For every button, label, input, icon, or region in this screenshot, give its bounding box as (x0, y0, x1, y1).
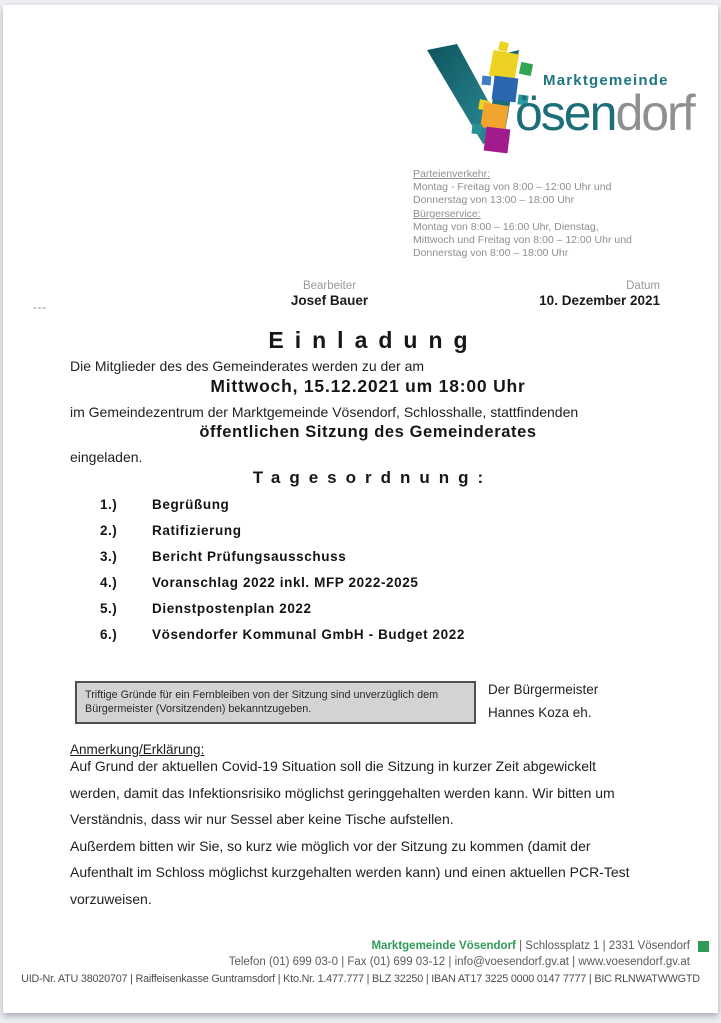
invitation-intro: Die Mitglieder des des Gemeinderates werden zu der am (70, 358, 425, 374)
footer-bank-line: UID-Nr. ATU 38020707 | Raiffeisenkasse Guntramsdorf | Kto.Nr. 1.477.777 | BLZ 32250 | IBAN AT17 3225 0000 0147 7777 | BIC RLNWATWWGTD (21, 973, 700, 985)
agenda-item-number: 4.) (100, 575, 118, 590)
agenda-item-text: Ratifizierung (152, 523, 242, 538)
office-hours-line: Montag - Freitag von 8:00 – 12:00 Uhr und (413, 181, 612, 194)
agenda-list (100, 497, 620, 653)
remarks-heading: Anmerkung/Erklärung: (70, 742, 205, 757)
bearbeiter-label: Bearbeiter (302, 280, 357, 292)
margin-mark: --- (33, 302, 47, 314)
office-hours-line: Donnerstag von 13:00 – 18:00 Uhr (413, 194, 575, 207)
agenda-item (100, 601, 620, 627)
remarks-line: werden, damit das Infektionsrisiko möglichst geringgehalten werden kann. Wir bitten um (70, 784, 615, 801)
agenda-item (100, 497, 620, 523)
agenda-item-text: Begrüßung (152, 497, 230, 512)
agenda-item-number: 5.) (100, 601, 118, 616)
logo-mosaic-square (472, 124, 483, 135)
footer-address-rest: | Schlossplatz 1 | 2331 Vösendorf (515, 940, 690, 952)
office-hours-line: Mittwoch und Freitag von 8:00 – 12:00 Uhr und (413, 234, 632, 247)
footer-green-square-icon (698, 941, 709, 952)
office-hours-block (413, 168, 713, 260)
footer-address-line (90, 940, 690, 952)
notice-box (75, 681, 476, 724)
bearbeiter-value: Josef Bauer (290, 293, 369, 308)
remarks-line: vorzuweisen. (70, 890, 152, 907)
signature-name: Hannes Koza eh. (488, 705, 592, 720)
voesendorf-logo (427, 40, 719, 158)
office-hours-line: Donnerstag von 8:00 – 18:00 Uhr (413, 247, 569, 260)
signature-block (488, 678, 598, 724)
logo-voesendorf-text: ösendorf (515, 85, 694, 141)
bearbeiter-block (247, 280, 412, 308)
agenda-item-text: Voranschlag 2022 inkl. MFP 2022-2025 (152, 575, 419, 590)
agenda-item-text: Vösendorfer Kommunal GmbH - Budget 2022 (152, 627, 465, 642)
datum-label: Datum (626, 280, 660, 292)
agenda-item-text: Dienstpostenplan 2022 (152, 601, 312, 616)
remarks-line: Außerdem bitten wir Sie, so kurz wie möglich vor der Sitzung zu kommen (damit der (70, 837, 591, 854)
invitation-location: im Gemeindezentrum der Marktgemeinde Vösendorf, Schlosshalle, stattfindenden (70, 404, 579, 420)
office-hours-line: Montag von 8:00 – 16:00 Uhr, Dienstag, (413, 220, 599, 233)
agenda-title: Tagesordnung: (252, 468, 493, 487)
footer-brand-text: Marktgemeinde Vösendorf (371, 940, 516, 952)
agenda-item-number: 3.) (100, 549, 118, 564)
invitation-session: öffentlichen Sitzung des Gemeinderates (199, 423, 537, 441)
footer-contact-line: Telefon (01) 699 03-0 | Fax (01) 699 03-12 | info@voesendorf.gv.at | www.voesendorf.gv.at (228, 956, 690, 968)
agenda-item-number: 6.) (100, 627, 118, 642)
agenda-item-number: 2.) (100, 523, 118, 538)
agenda-item-number: 1.) (100, 497, 118, 512)
document-page (3, 5, 718, 1013)
parteienverkehr-lines (413, 181, 713, 207)
agenda-item-text: Bericht Prüfungsausschuss (152, 549, 347, 564)
logo-mosaic-square (484, 127, 511, 154)
agenda-item (100, 523, 620, 549)
logo-mosaic-square (482, 76, 492, 86)
remarks-line: Auf Grund der aktuellen Covid-19 Situation soll die Sitzung in kurzer Zeit abgewickelt (70, 758, 597, 774)
datum-block (440, 280, 660, 308)
signature-role: Der Bürgermeister (488, 682, 599, 697)
logo-mosaic-square (480, 102, 509, 131)
logo-marktgemeinde-text: Marktgemeinde (543, 72, 669, 89)
datum-value: 10. Dezember 2021 (539, 293, 660, 308)
notice-box-line: Bürgermeister (Vorsitzenden) bekanntzugeben. (85, 703, 312, 715)
notice-box-line: Triftige Gründe für ein Fernbleiben von der Sitzung sind unverzüglich dem (85, 689, 439, 701)
remarks-paragraph (70, 758, 680, 917)
buergerservice-heading: Bürgerservice: (413, 207, 481, 220)
remarks-line: Aufenthalt im Schloss möglichst kurzgehalten werden kann) und einen aktuellen PCR-Test (70, 864, 630, 880)
remarks-line: Verständnis, dass wir nur Sessel aber keine Tische aufstellen. (70, 811, 454, 827)
invitation-outro: eingeladen. (70, 449, 143, 465)
agenda-item (100, 627, 620, 653)
invitation-datetime: Mittwoch, 15.12.2021 um 18:00 Uhr (210, 376, 526, 396)
agenda-item (100, 549, 620, 575)
invitation-title: Einladung (268, 327, 479, 353)
parteienverkehr-heading: Parteienverkehr: (413, 168, 491, 180)
logo-mosaic-square (519, 62, 533, 76)
buergerservice-lines (413, 221, 713, 261)
agenda-item (100, 575, 620, 601)
